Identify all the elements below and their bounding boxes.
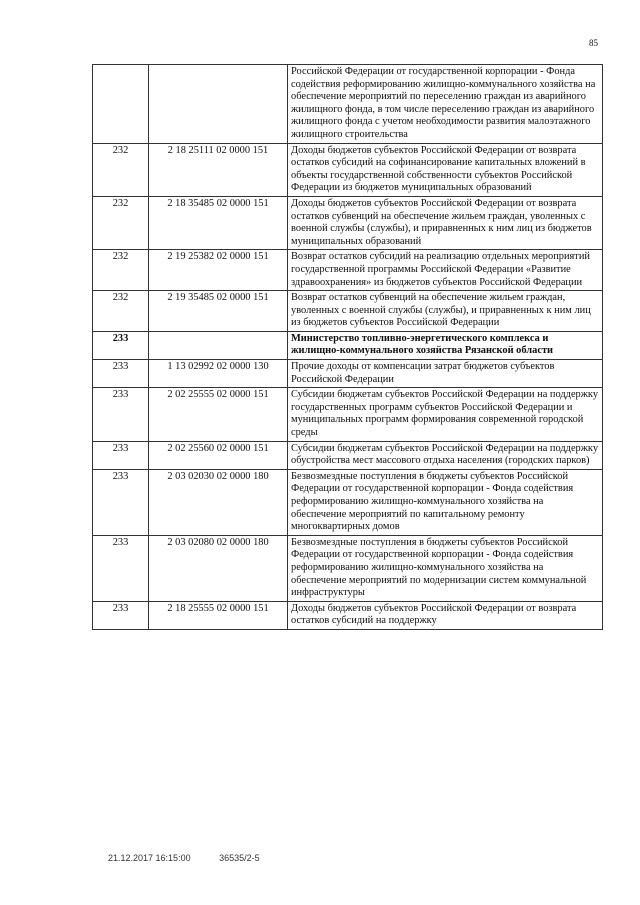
description-cell: Министерство топливно-энергетического комплекса и жилищно-коммунального хозяйства Рязанской области [288, 331, 603, 359]
description-cell: Доходы бюджетов субъектов Российской Федерации от возврата остатков субсидий на поддержку [288, 601, 603, 629]
admin-code-cell: 233 [93, 388, 149, 441]
admin-code-cell: 233 [93, 360, 149, 388]
table-row [93, 196, 603, 249]
admin-code-cell: 232 [93, 196, 149, 249]
budget-code-cell [149, 65, 288, 144]
budget-code-cell: 2 19 25382 02 0000 151 [149, 250, 288, 291]
admin-code-cell: 233 [93, 441, 149, 469]
budget-code-cell: 2 02 25555 02 0000 151 [149, 388, 288, 441]
budget-code-cell: 2 18 25555 02 0000 151 [149, 601, 288, 629]
footer [108, 853, 260, 863]
budget-code-cell: 2 03 02080 02 0000 180 [149, 535, 288, 601]
page-number: 85 [589, 38, 598, 48]
budget-code-cell: 2 18 35485 02 0000 151 [149, 196, 288, 249]
table-row [93, 535, 603, 601]
description-cell: Российской Федерации от государственной корпорации - Фонда содействия реформированию жилищно-коммунального хозяйства на обеспечение мероприятий по переселению граждан из аварийного жилищного фонда, в том числе переселению граждан из аварийного жилищного фонда с учетом необходимости развития малоэтажного жилищного строительства [288, 65, 603, 144]
budget-classification-table [92, 64, 603, 630]
admin-code-cell: 233 [93, 469, 149, 535]
description-cell: Субсидии бюджетам субъектов Российской Федерации на поддержку государственных программ субъектов Российской Федерации и муниципальных программ формирования современной городской среды [288, 388, 603, 441]
table-row [93, 388, 603, 441]
table-row [93, 65, 603, 144]
table-row [93, 250, 603, 291]
admin-code-cell [93, 65, 149, 144]
table-row [93, 601, 603, 629]
table-row [93, 143, 603, 196]
footer-datetime: 21.12.2017 16:15:00 [108, 853, 191, 863]
table-row [93, 441, 603, 469]
description-cell: Безвозмездные поступления в бюджеты субъектов Российской Федерации от государственной корпорации - Фонда содействия реформированию жилищно-коммунального хозяйства на обеспечение мероприятий по модернизации систем коммунальной инфраструктуры [288, 535, 603, 601]
budget-code-cell: 2 18 25111 02 0000 151 [149, 143, 288, 196]
table-row [93, 469, 603, 535]
admin-code-cell: 232 [93, 250, 149, 291]
description-cell: Возврат остатков субвенций на обеспечение жильем граждан, уволенных с военной службы (службы), и приравненных к ним лиц из бюджетов субъектов Российской Федерации [288, 291, 603, 332]
table-row [93, 331, 603, 359]
admin-code-cell: 233 [93, 331, 149, 359]
description-cell: Доходы бюджетов субъектов Российской Федерации от возврата остатков субвенций на обеспечение жильем граждан, уволенных с военной службы (службы), и приравненных к ним лиц из бюджетов муниципальных образований [288, 196, 603, 249]
budget-code-cell [149, 331, 288, 359]
table-row [93, 291, 603, 332]
description-cell: Прочие доходы от компенсации затрат бюджетов субъектов Российской Федерации [288, 360, 603, 388]
description-cell: Субсидии бюджетам субъектов Российской Федерации на поддержку обустройства мест массового отдыха населения (городских парков) [288, 441, 603, 469]
admin-code-cell: 233 [93, 601, 149, 629]
description-cell: Возврат остатков субсидий на реализацию отдельных мероприятий государственной программы Российской Федерации «Развитие здравоохранения» из бюджетов субъектов Российской Федерации [288, 250, 603, 291]
budget-code-cell: 2 19 35485 02 0000 151 [149, 291, 288, 332]
budget-code-cell: 2 02 25560 02 0000 151 [149, 441, 288, 469]
budget-code-cell: 2 03 02030 02 0000 180 [149, 469, 288, 535]
table-row [93, 360, 603, 388]
description-cell: Доходы бюджетов субъектов Российской Федерации от возврата остатков субсидий на софинансирование капитальных вложений в объекты государственной собственности субъектов Российской Федерации из бюджетов муниципальных образований [288, 143, 603, 196]
admin-code-cell: 233 [93, 535, 149, 601]
footer-document-id: 36535/2-5 [219, 853, 260, 863]
budget-code-cell: 1 13 02992 02 0000 130 [149, 360, 288, 388]
admin-code-cell: 232 [93, 291, 149, 332]
admin-code-cell: 232 [93, 143, 149, 196]
description-cell: Безвозмездные поступления в бюджеты субъектов Российской Федерации от государственной корпорации - Фонда содействия реформированию жилищно-коммунального хозяйства на обеспечение мероприятий по капитальному ремонту многоквартирных домов [288, 469, 603, 535]
